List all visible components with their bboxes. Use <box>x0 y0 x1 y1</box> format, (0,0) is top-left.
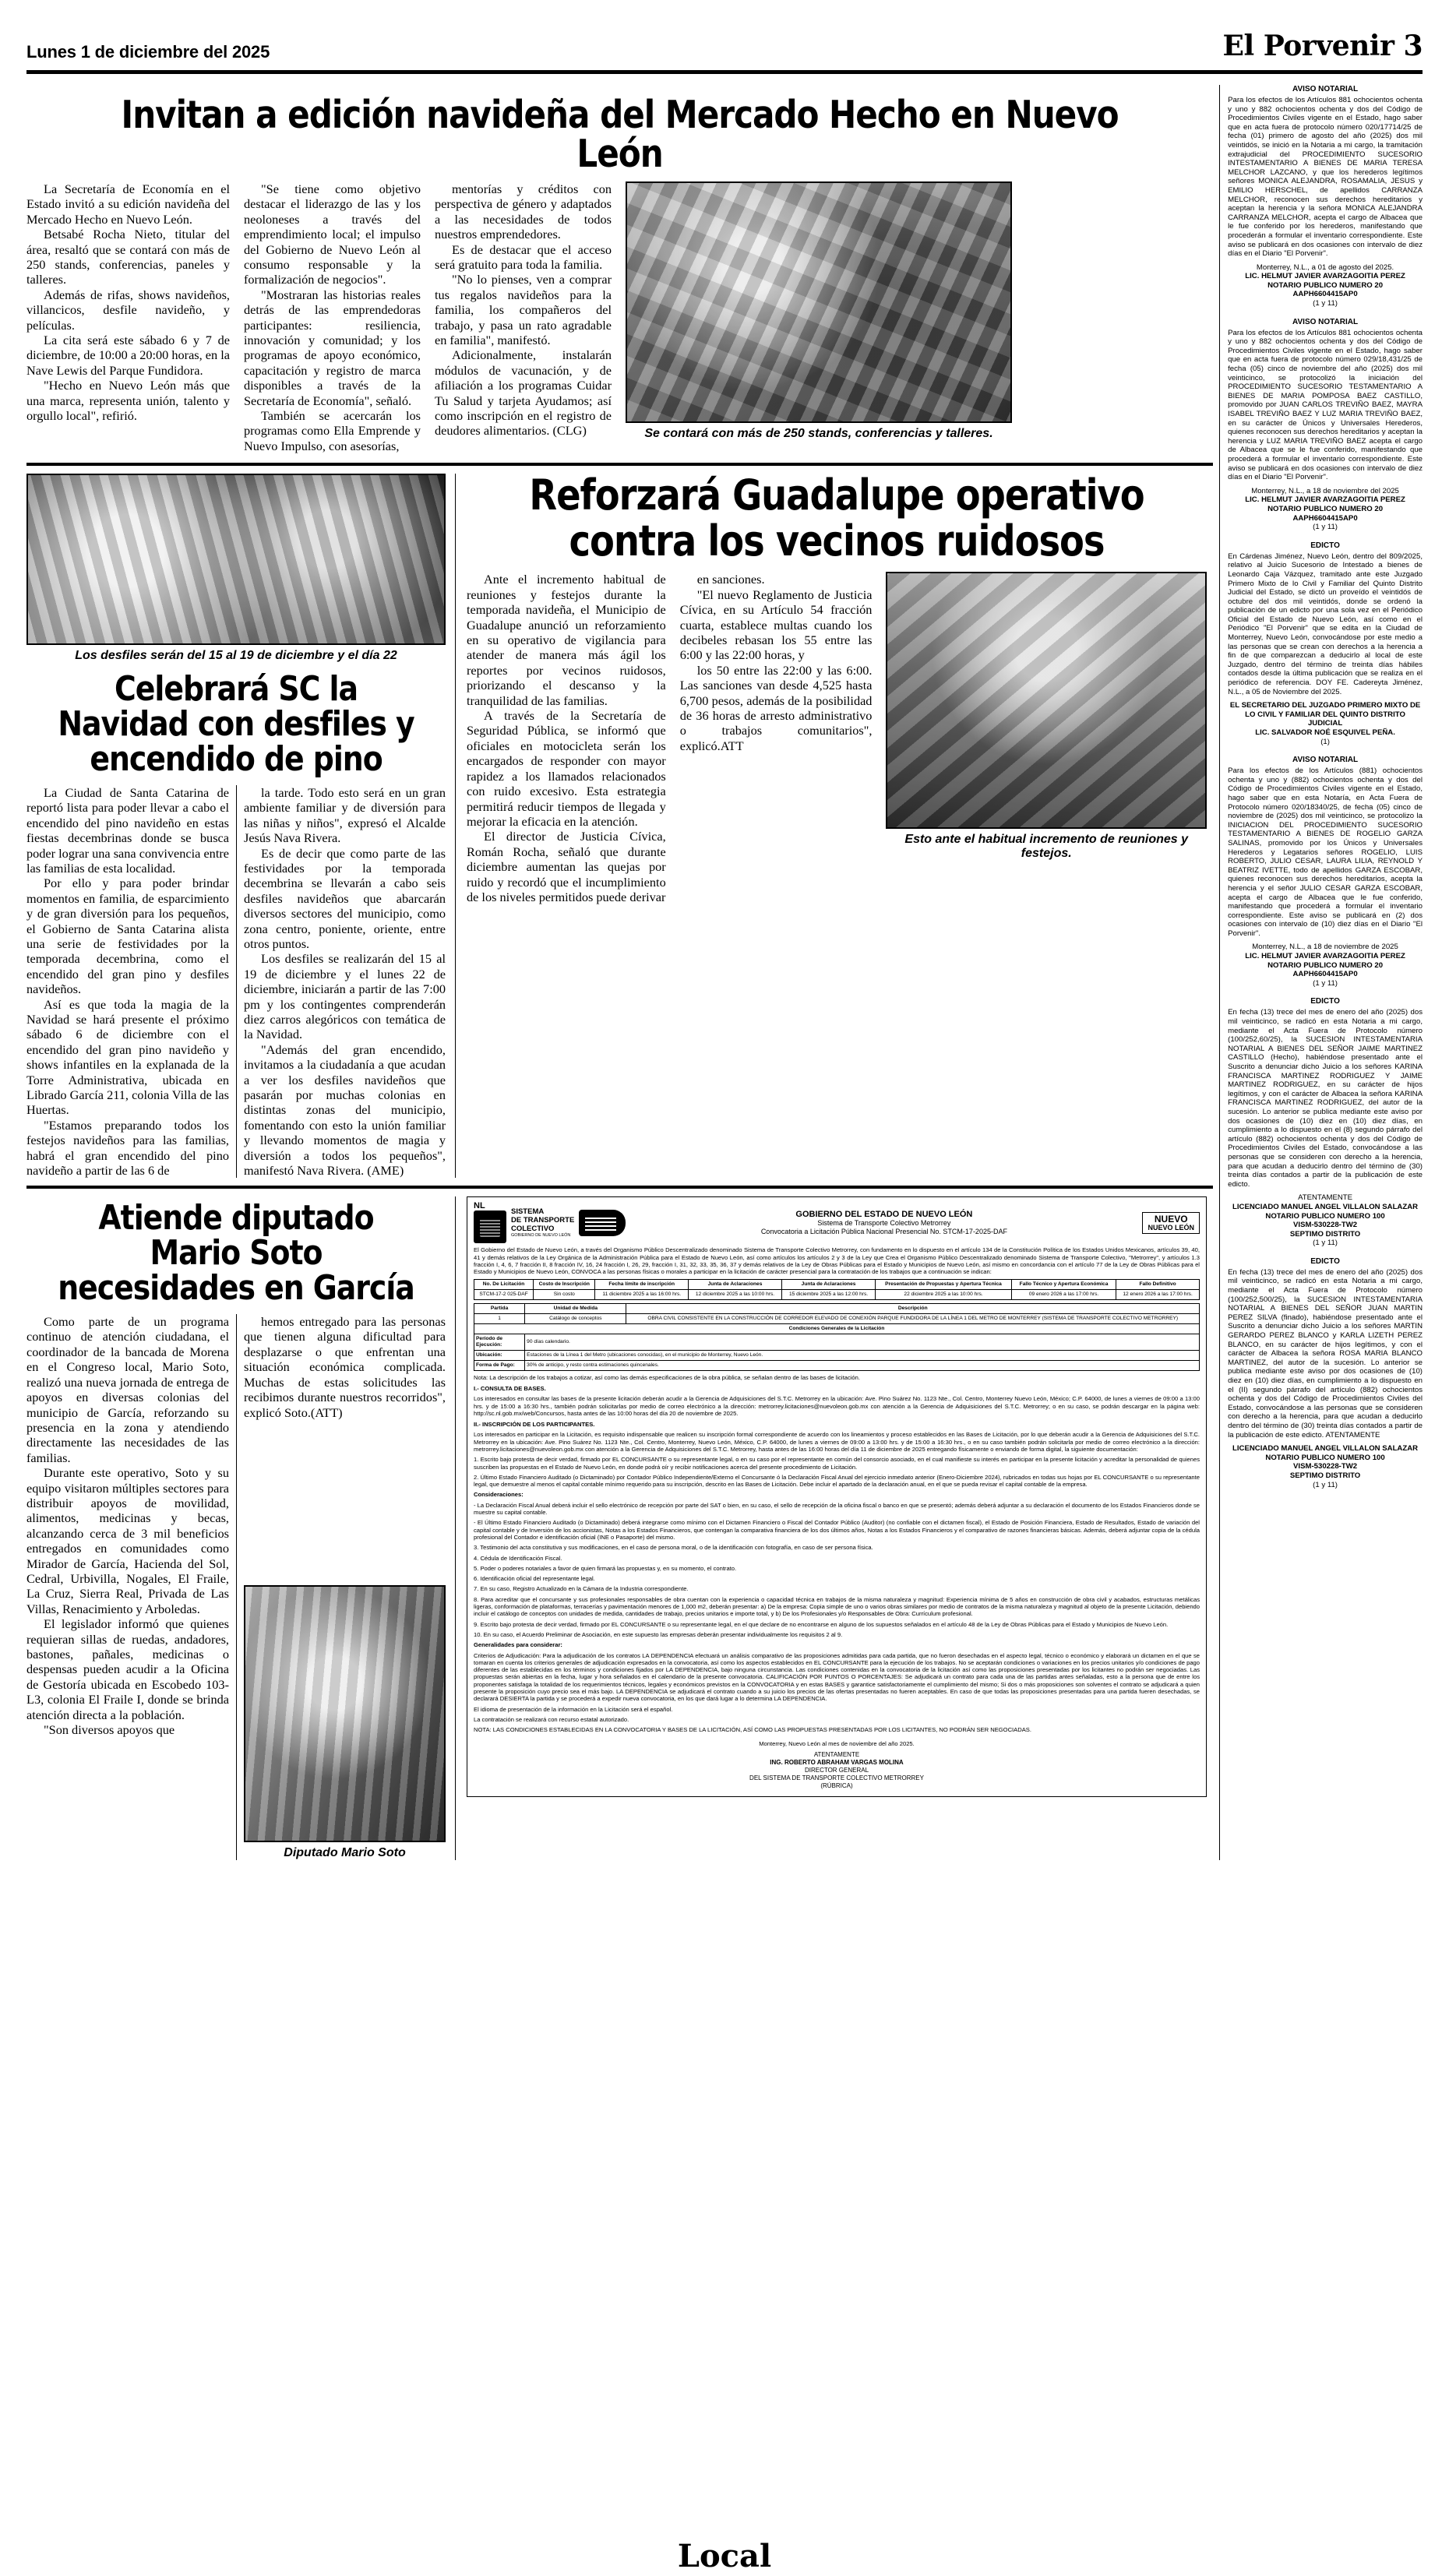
gov-ad-logo <box>474 1202 626 1243</box>
mercado-col-1: La Secretaría de Economía en el Estado invitó a su edición navideña del Mercado Hecho en Nuevo León. Betsabé Rocha Nieto, titular del área, resaltó que se contará con más de 250 stands, conferencias, paneles y talleres. Además de rifas, shows navideños, villancicos, desfile navideño, y películas. La cita será este sábado 6 y 7 de diciembre, de 10:00 a 20:00 horas, en la Nave Lewis del Parque Fundidora. "Hecho en Nuevo León más que una marca, representa unión, talento y orgullo local", refirió. <box>26 181 230 424</box>
notice-line: (1 y 11) <box>1313 299 1338 308</box>
notice-line: LIC. HELMUT JAVIER AVARZAGOITIA PEREZ <box>1245 952 1405 961</box>
notice-line: (1 y 11) <box>1313 1239 1338 1248</box>
table-row: Forma de Pago: 30% de anticipo, y resto contra estimaciones quincenales. <box>474 1360 1200 1370</box>
licitacion-partidas-table <box>474 1303 1200 1371</box>
mario-soto-headline: Atiende diputado Mario Soto necesidades en García <box>58 1198 414 1309</box>
notice-line: LICENCIADO MANUEL ANGEL VILLALON SALAZAR <box>1232 1202 1419 1211</box>
guadalupe-headline-line1: Reforzará Guadalupe operativo <box>529 470 1144 520</box>
gov-ad-signature-block <box>474 1751 1200 1790</box>
gov-ad-item-10: 10. En su caso, el Acuerdo Preliminar de Asociación, en este supuesto las empresas deberán presentar individualmente los requisitos 2 al 9. <box>474 1630 843 1638</box>
notice-line: NOTARIO PUBLICO NUMERO 100 <box>1265 1453 1385 1462</box>
gov-ad-item-8: 8. Para acreditar que el concursante y sus profesionales responsables de obra cuentan con la experiencia o capacidad técnica en trabajos de la misma naturaleza y magnitud: Experiencia mínima de 5 años en construcción de obra civil y acabados, estructuras metálicas ligeras, conformación de plataformas, terracerías y pavimentación menores de 1,000 m2, deberán presentar: a) De la empresa: Copia simple de uno o varios obras similares por medio de contratos de la misma naturaleza y magnitud al objeto de la presente Licitación, debiendo incluir el catálogo de conceptos con unidades de medida, cantidades de trabajo, precios unitarios e importe total, y b) De los Profesionales y/o Responsables de Obra: Currículum profesional. <box>474 1595 1200 1618</box>
sc-col-1: La Ciudad de Santa Catarina de reportó lista para poder llevar a cabo el encendido del pino navideño en estas fiestas decembrinas donde se busca poder lograr una sana convivencia entre las familias de esta localidad. Por ello y para poder brindar momentos en familia, de esparcimiento y de gran diversión para los pequeños, el Gobierno de Santa Catarina alista una serie de festividades por la temporada decembrina, como el encendido del gran pino y desfiles navideños. Así es que toda la magia de la Navidad se hará presente el próximo sábado 6 de diciembre con el encendido del gran pino navideño y shows infantiles en la explanada de la Torre Administrativa, ubicada en Librado García 211, colonia Villa de las Huertas. "Estamos preparando todos los festejos navideños para las familias, habrá el gran encendido del pino navideño a partir de las 6 de <box>26 784 229 1179</box>
guadalupe-col-1: Ante el incremento habitual de reuniones y festejos durante la temporada navideña, el Municipio de Guadalupe anunció un reforzamiento en su operativo de vigilancia para atender de manera más ágil los reportes por vecinos ruidosos, priorizando el descanso y la tranquilidad de las familias. A través de la Secretaría de Seguridad Pública, se informó que oficiales en motocicleta serán los encargados de responder con mayor rapidez a los llamados relacionados con ruido excesivo. Esta estrategia permitirá reducir tiempos de llegada y mejorar la eficacia en la atención. El director de Justicia Cívica, Román Rocha, señaló que durante diciembre aumentan las quejas por ruido y recordó que el incumplimiento de los niveles permitidos puede derivar <box>467 572 666 904</box>
table-row: Período de Ejecución: 90 días calendario. <box>474 1334 1200 1350</box>
legal-notice <box>1228 541 1423 746</box>
notice-body: En fecha (13) trece del mes de enero del año (2025) dos mil veinticinco, se radicó en esta Notaria a mi cargo, mediante el Acta Fuera de Protocolo número (100/252,60/25), la SUCESION INTESTAMENTARIA NOTARIAL A BIENES DEL SEÑOR JAIME MARTINEZ CASTILLO (Hecho), habiéndose presentado ante el Suscrito a denunciar dicho Juicio a los señores KARINA FRANCISCA MARTINEZ RODRIGUEZ Y JAIME MARTINEZ RODRIGUEZ, en su carácter de hijos legítimos, y con el carácter de Albacea la señora KARINA FRANCISCA MARTINEZ RODRIGUEZ, del autor de la sucesión. Lo anterior se publica mediante este aviso por dos ocasiones de (10) diez en (10) diez días, en cumplimiento a lo dispuesto en el (8) segundo párrafo del artículo (882) ochocientos ochenta y dos del Código de Procedimientos Civiles del Estado, convocándose a las personas que se consideren con derecho a la herencia, para que acudan a deducirlo dentro del término de (30) treinta días contados a partir de la publicación de este edicto. <box>1228 1008 1423 1189</box>
notice-line: VISM-530228-TW2 <box>1293 1462 1358 1471</box>
notice-title: AVISO NOTARIAL <box>1292 85 1359 93</box>
notice-line: Monterrey, N.L., a 18 de noviembre de 2025 <box>1252 943 1398 952</box>
mercado-hecho-nuevo-leon-photo <box>626 181 1012 423</box>
mercado-photo-caption: Se contará con más de 250 stands, conferencias y talleres. <box>644 426 993 440</box>
notice-line: EL SECRETARIO DEL JUZGADO PRIMERO MIXTO DE LO CIVIL Y FAMILIAR DEL QUINTO DISTRITO JUDICIAL <box>1229 701 1421 728</box>
middle-band <box>26 470 1213 1179</box>
guadalupe-photo-col <box>879 572 1207 861</box>
editorial-zone <box>26 85 1213 1860</box>
section-title: Local <box>677 2538 772 2574</box>
legal-notice <box>1228 756 1423 988</box>
notice-line: (1) <box>1320 737 1330 746</box>
gov-ad-consideracion-2: - El Último Estado Financiero Auditado (o Dictaminado) deberá integrarse como mínimo con el Dictamen Financiero o Fiscal del Contador Público (Auditor) (no confiable con el dictamen fiscal), el Estado de Posición Financiera, Estado de Resultados, Estado de variación del capital contable y de Inversión de los accionistas, Notas a los Estados Financieros, que contengan la comparativa financiera de los dos últimos años, Notas a los Estados Financieros y el comparativo de razones financieras básicas. Además, deberá adjuntar copia de la cédula profesional del Contador e identificación oficial (INE o Pasaporte) del mismo. <box>474 1519 1200 1541</box>
mercado-col-2: "Se tiene como objetivo destacar el liderazgo de las y los neoloneses a través del emprendimiento local; el impulso del Gobierno de Nuevo León al consumo responsable y la formalización de negocios". "Mostraran las historias reales detrás de las emprendedoras participantes: resiliencia, innovación y comunidad; y los programas de apoyo económico, capacitación y registro de marca disponibles a través de la Secretaría de Economía", señaló. También se acercarán los programas como Ella Emprende y Nuevo Impulso, con asesorías, <box>244 181 421 453</box>
table-row: STCM-17-2 025-DAF Sin costo 11 diciembre 2025 a las 16:00 hrs. 12 diciembre 2025 a las 10:00 hrs. 15 diciembre 2025 a las 12:00 hrs. 22 diciembre 2025 a las 10:00 hrs. 09 enero 2026 a las 17:00 hrs. 12 enero 2026 a las 17:00 hrs. <box>474 1289 1200 1299</box>
notice-line: NOTARIO PUBLICO NUMERO 20 <box>1267 960 1384 970</box>
gov-ad-intro: El Gobierno del Estado de Nuevo León, a través del Organismo Público Descentralizado denominado Sistema de Transporte Colectivo Metrorrey, con fundamento en lo dispuesto en el artículo 134 de la Constitución Política de los Estados Unidos Mexicanos, artículos 39, 40, 41 y demás relativos de la Ley Orgánica de la Administración Pública para el Estado de Nuevo León, así como artículos los artículos 2 y 3 de la Ley que Crea el Organismo Público Descentralizado denominado Sistema de Transporte Colectivo, "Metrorrey", y artículos 1.3 fracción I, 4, 6, 7 fracción II, 8 fracción IV, 16, 24 fracción I, 26, 29, fracción I, 31, 32, 33, 35, 36, 37 y demás relativos de la Ley de Obras Públicas para el Estado y Municipios de Nuevo León, así mismo en concordancia con el artículo 77 de la Ley de Obras Públicas para el Estado y Municipios de Nuevo León, CONVOCA a las personas físicas o morales a participar en la licitación de carácter presencial para la contratación de los trabajos que a continuación se indican: <box>474 1246 1200 1276</box>
table-row: Ubicación: Estaciones de la Línea 1 del Metro (ubicaciones conocidas), en el municipio de Monterrey, Nuevo León. <box>474 1350 1200 1360</box>
legal-notices-rail <box>1219 85 1423 1860</box>
desfiles-navidenos-photo <box>26 474 446 645</box>
gov-ad-place-date: Monterrey, Nuevo León al mes de noviembre del año 2025. <box>759 1739 915 1747</box>
nuevo-leon-crest-icon: NL <box>474 1202 506 1243</box>
masthead-rule <box>26 70 1423 74</box>
notice-line: LIC. HELMUT JAVIER AVARZAGOITIA PEREZ <box>1245 495 1405 505</box>
notice-line: (1 y 11) <box>1313 1480 1338 1489</box>
notice-line: NOTARIO PUBLICO NUMERO 20 <box>1267 504 1384 513</box>
notice-title: AVISO NOTARIAL <box>1292 317 1359 326</box>
article-mario-soto <box>26 1196 455 1859</box>
notice-title: AVISO NOTARIAL <box>1292 756 1359 765</box>
table-subheader-row: Condiciones Generales de la Licitación <box>474 1323 1200 1334</box>
legal-notice <box>1228 1257 1423 1489</box>
gov-ad-signer-title-2: DEL SISTEMA DE TRANSPORTE COLECTIVO METRORREY <box>749 1774 924 1781</box>
legal-notice <box>1228 318 1423 532</box>
gov-ad-s2-item-2: 2. Último Estado Financiero Auditado (o Dictaminado) por Contador Público Independiente/Externo el Concursante ó la Declaración Fiscal Anual del ejercicio inmediato anterior (Enero-Diciembre 2024), rubricados en todas sus hojas por EL CONCURSANTE o su representante legal, que demuestre al menos el capital contable mínimo requerido para su inscripción, descrito en las Bases de Licitación. Debe incluir el apartado de la declaración anual, en el que se pueda revisar el capital contable de la empresa. <box>474 1473 1200 1489</box>
newspaper-brand: El Porvenir 3 <box>1222 30 1423 62</box>
notice-line: (1 y 11) <box>1313 523 1338 532</box>
guadalupe-photo-caption: Esto ante el habitual incremento de reuniones y festejos. <box>904 833 1189 861</box>
gov-ad-signer-title-3: (RÚBRICA) <box>820 1781 853 1789</box>
notice-body: Para los efectos de los Artículos 881 ochocientos ochenta y uno y 882 ochocientos ochenta y dos del Código de Procedimientos Civiles vigente en el Estado, hago saber que en acta fuera de protocolo número 029/18,431/25 de fecha (05) cinco de noviembre del año (2025) dos mil veinticinco, se protocolizó la iniciación del PROCEDIMIENTO SUCESORIO TESTAMENTARIO A BIENES DE MARIA POMPOSA BAEZ CASTILLO, promovido por JUAN CARLOS TREVIÑO BAEZ, MAYRA ISABEL TREVIÑO BAEZ Y LUZ MARIA TREVIÑO BAEZ, en su carácter de Únicos y Universales Herederos, quienes reconocen sus derechos hereditarios y aceptan la herencia y LUZ MARIA TREVIÑO BAEZ acepta el cargo de Albacea que se le fue conferido, manifestando que procederá a formular el inventario correspondiente. Este aviso se publicará en dos ocasiones con intervalo de diez días en el Diario "El Porvenir". <box>1228 328 1423 482</box>
notice-line: AAPH6604415AP0 <box>1292 970 1358 979</box>
notice-body: Para los efectos de los Artículos 881 ochocientos ochenta y uno y 882 ochocientos ochenta y dos del Código de Procedimientos Civiles vigente en el Estado, hago saber que en acta fuera de protocolo número 020/17714/25 de fecha (01) primero de agosto del año (2025) dos mil veintidós, se inició en la Notaria a mi cargo, la tramitación extrajudicial del PROCEDIMIENTO SUCESORIO INTESTAMENTARIO A BIENES DE MARIA TERESA MELCHOR LAZCANO, y que los herederos legítimos señores MONICA ALEJANDRA, ROSAMALIA, JESUS y EMILIO HERSCHEL, de apellidos CARRANZA MELCHOR, reconocen sus derechos hereditarios y aceptan la herencia y la señora MONICA ALEJANDRA CARRANZA MELCHOR, acepta el cargo de Albacea que le fue conferido por los herederos, manifestando que procederán a formular el inventario correspondiente. Este aviso se publicará en dos ocasiones con intervalo de diez días en el Diario "El Porvenir". <box>1228 96 1423 259</box>
legal-notice <box>1228 997 1423 1247</box>
gov-ad-titles: GOBIERNO DEL ESTADO DE NUEVO LEÓN Sistema de Transporte Colectivo Metrorrey Convocatoria a Licitación Pública Nacional Presencial No. STCM-17-2025-DAF <box>760 1209 1007 1235</box>
mario-soto-col-1: Como parte de un programa continuo de atención ciudadana, el coordinador de la bancada de Morena en el Congreso local, Mario Soto, realizó una nueva jornada de entrega de apoyos en diversas colonias del municipio de García, reforzando su presencia en la zona y atendiendo directamente las necesidades de las familias. Durante este operativo, Soto y su equipo visitaron múltiples sectores para distribuir apoyos de movilidad, alimentos, medicinas y becas, alcanzando cerca de 3 mil beneficios entregados en comunidades como Mirador de García, Hacienda del Sol, Cedral, Urbivilla, Nogales, El Fraile, La Cruz, Sierra Real, Privada de Las Villas, Renacimiento y Arboledas. El legislador informó que quienes requieran sillas de ruedas, andadores, bastones, pañales, medicinas o despensas pueden acudir a la Oficina de Gestoría ubicada en Escobedo 103-L3, colonia El Fraile I, donde se brinda atención directa a la población. "Son diversos apoyos que <box>26 1314 229 1738</box>
gov-ad-signer: ING. ROBERTO ABRAHAM VARGAS MOLINA <box>770 1758 904 1766</box>
gov-ad-item-5: 5. Poder o poderes notariales a favor de quien firmará las propuestas y, en su momento, el contrato. <box>474 1564 737 1572</box>
sc-col-2: la tarde. Todo esto será en un gran ambiente familiar y de diversión para las niñas y niños", expresó el Alcalde Jesús Nava Rivera. Es de decir que como parte de las festividades por la temporada decembrina se llevarán a cabo seis desfiles navideños que abarcarán diversos sectores del municipio, como zona centro, poniente, oriente, entre otros puntos. Los desfiles se realizarán del 15 al 19 de diciembre y el lunes 22 de diciembre, iniciarán a partir de las 7:00 pm y los contingentes comprenderán diez carros alegóricos con temática de la Navidad. "Además del gran encendido, invitamos a la ciudadanía a que acudan a ver los desfiles navideños que pasarán por muchas colonias en distintas zonas del municipio, fomentando con esto la unión familiar y llevando momentos de magia y diversión a todos los pequeños", manifestó Nava Rivera. (AME) <box>236 785 446 1179</box>
divider-2 <box>26 1186 1213 1189</box>
sc-photo-caption: Los desfiles serán del 15 al 19 de diciembre y el día 22 <box>75 649 397 663</box>
page-body <box>26 85 1423 1860</box>
gov-ad-signer-title-1: DIRECTOR GENERAL <box>804 1766 869 1774</box>
notice-line: LICENCIADO MANUEL ANGEL VILLALON SALAZAR <box>1232 1444 1419 1454</box>
mario-soto-col-2: hemos entregado para las personas que tienen alguna dificultad para desplazarse o que enfrentan una situación económica complicada. Muchas de estas solicitudes las recibimos durante nuestros recorridos", explicó Soto.(ATT) Diputado Mario Soto <box>236 1314 446 1860</box>
gov-ad-item-6: 6. Identificación oficial del representante legal. <box>474 1575 595 1583</box>
gov-ad-section-1-body: Los interesados en consultar las bases de la presente licitación deberán acudir a la Gerencia de Adquisiciones del S.T.C. Metrorrey en la ubicación: Ave. Pino Suárez No. 1123 Nte., Col. Centro, Monterrey Nuevo León, México; C.P. 64000, de lunes a viernes de 09:00 a 13:00 hrs. y de 15:00 a 16:30 hrs., también podrán solicitarlas por medio de correo electrónico a la dirección: metrorrey.licitaciones@nuevoleon.gob.mx con atención a la Gerencia de Adquisiciones del S.T.C. Metrorrey; o en su caso, se podrán descargar en la página web: http://sc.nl.gob.mx/web/Concursos, hasta antes de las 10:00 horas del día 20 de noviembre de 2025. <box>474 1395 1200 1417</box>
notice-line: LIC. HELMUT JAVIER AVARZAGOITIA PEREZ <box>1245 272 1405 281</box>
notice-title: EDICTO <box>1310 541 1340 550</box>
mario-soto-photo-caption: Diputado Mario Soto <box>284 1845 406 1859</box>
operativo-motocicletas-photo <box>886 572 1207 829</box>
notice-body: En fecha (13) trece del mes de enero del año (2025) dos mil veinticinco, se radicó en esta Notaria a mi cargo, mediante el Acta Fuera de Protocolo número (100/252,500/25), la SUCESION INTESTAMENTARIA NOTARIAL A BIENES DEL SEÑOR JUAN MARTIN PEREZ SILVA (finado), habiéndose presentado ante el Suscrito a denunciar dicho Juicio a los señores MARTIN GERARDO PEREZ BLANCO y KARLA LIZETH PEREZ BLANCO, en su carácter de hijos legítimos, y con el carácter de Albacea la señora ROSA MARIA BLANCO MARTINEZ, del autor de la sucesión. Lo anterior se publica mediante este aviso por dos ocasiones de (10) diez en (10) diez días, en cumplimiento a lo dispuesto en el (II) segundo párrafo del artículo (882) ochocientos ochenta y dos del Código de Procedimientos Civiles del Estado, convocándose a las personas que se consideren con derecho a la herencia, para que acudan a deducirlo dentro del término de (30) treinta días contados a partir de la publicación de este edicto. ATENTAMENTE <box>1228 1267 1423 1440</box>
gov-ad-section-2-body: Los interesados en participar en la Licitación, es requisito indispensable que realicen su inscripción formal correspondiente de acuerdo con los lineamientos y proceso establecidos en las Bases de Licitación, por lo que deberán acudir a la Gerencia de Adquisiciones del S.T.C. Metrorrey en la ubicación: Ave. Pino Suárez No. 1123 Nte., Col. Centro, Monterrey, Nuevo León, México, C.P. 64000, de lunes a viernes de 09:00 a 13:00 hrs. y de 15:00 a 16:30 hrs., o en su caso también podrán solicitarla por medio de correo electrónico a la dirección: metrorrey.licitaciones@nuevoleon.gob.mx con atención a la Gerencia de Adquisiciones del S.T.C. Metrorrey, hasta antes de las 16:00 horas del día 11 de diciembre de 2025 entregando físicamente o enviando de forma digital, la siguiente documentación: <box>474 1431 1200 1453</box>
notice-line: NOTARIO PUBLICO NUMERO 20 <box>1267 280 1384 290</box>
gov-ad-header <box>474 1202 1200 1243</box>
notice-line: AAPH6604415AP0 <box>1292 513 1358 523</box>
gov-ad-consideraciones-title: Consideraciones: <box>474 1491 524 1499</box>
notice-line: VISM-530228-TW2 <box>1293 1221 1358 1230</box>
gov-ad-note: Nota: La descripción de los trabajos a cotizar, así como las demás especificaciones de la obra pública, se señalan dentro de las bases de licitación. <box>474 1373 860 1381</box>
legal-notice <box>1228 85 1423 308</box>
licitacion-schedule-table <box>474 1279 1200 1300</box>
notice-line: SEPTIMO DISTRITO <box>1289 1471 1361 1480</box>
gov-ad-generalidades-body: Criterios de Adjudicación: Para la adjudicación de los contratos LA DEPENDENCIA efectuará un análisis comparativo de las proposiciones admitidas para cada partida, que no fueron desechadas en el aspecto legal, técnico o económico y elaborará un dictamen en el que se tomaran en cuenta los criterios generales de adjudicación expresados en la convocatoria, así como los aspectos establecidos en EL CONCURSANTE para la ejecución de los trabajos. No se aceptarán condiciones o variaciones en los precios unitarios y/o condiciones de pago diferentes de las establecidas en los términos y condiciones fijados por LA DEPENDENCIA, bajo ninguna circunstancia. Las condiciones contenidas en la convocatoria de la licitación así como las proposiciones presentadas por los licitantes no podrán ser negociadas. Las propuestas serán abiertas en la fecha, lugar y hora señalados en el calendario de la presente convocatoria. CALIFICACIÓN POR PUNTOS O PORCENTAJES: Se adjudicará un contrato para cada una de las partidas antes señaladas, esto a la persona que de entre los proponentes satisfaga la totalidad de los requerimientos técnicos, legales y económicos previstos en la CONVOCATORIA y en estas BASES y garantice satisfactoriamente el cumplimiento del mismo; Si dos o más proposiciones son solventes el contrato se adjudicará a quien presente la proposición cuyo precio sea el más bajo. LA DEPENDENCIA se adjudicará el contrato cuando a su juicio los precios de las ofertas presentadas no fueren aceptables. En caso de que todas las proposiciones presentadas para una partida fueren desechadas, se declarará DESIERTA la partida y se procederá a expedir nueva convocatoria, en los que dará lugar a lo determina LA DEPENDENCIA. <box>474 1651 1200 1703</box>
table-row: 1 Catálogo de conceptos OBRA CIVIL CONSISTENTE EN LA CONSTRUCCIÓN DE CORREDOR ELEVADO DE CONEXIÓN PARQUE FUNDIDORA DE LA LÍNEA 1 DEL METRO DE MONTERREY (SISTEMA DE TRANSPORTE COLECTIVO METRORREY) <box>474 1313 1200 1323</box>
gov-ad-section-1-title: I.- CONSULTA DE BASES. <box>474 1384 546 1392</box>
notice-line: LIC. SALVADOR NOÉ ESQUIVEL PEÑA. <box>1255 728 1395 737</box>
diputado-mario-soto-photo <box>244 1585 446 1842</box>
metrorrey-logo-icon <box>579 1210 626 1236</box>
divider-1 <box>26 463 1213 466</box>
mercado-photo-col <box>619 181 1012 441</box>
guadalupe-headline-line2: contra los vecinos ruidosos <box>569 516 1105 566</box>
article-guadalupe <box>455 470 1207 1178</box>
gov-ad-consideracion-1: - La Declaración Fiscal Anual deberá incluir el sello electrónico de recepción por parte del SAT o bien, en su caso, el sello de recepción de la oficina fiscal o banco en que se presentó; además deberá adjuntar a su declaración el documento de los Estados Financieros donde se muestre su capital contable. <box>474 1501 1200 1517</box>
bottom-band <box>26 1196 1213 1859</box>
notice-line: AAPH6604415AP0 <box>1292 290 1358 299</box>
notice-line: Monterrey, N.L., a 01 de agosto del 2025. <box>1256 263 1394 272</box>
government-ad <box>455 1196 1207 1859</box>
mercado-col-3: mentorías y créditos con perspectiva de género y adaptados a las necesidades de todos nuestros emprendedores. Es de destacar que el acceso será gratuito para toda la familia. "No lo pienses, ven a comprar tus regalos navideños para la familia, los compañeros del trabajo, y pasa un rato agradable en familia", manifestó. Adicionalmente, instalarán módulos de vacunación, y de afiliación a los programas Cuidar Tu Salud y tarjeta Ayudamos; así como inscripción en el registro de deudores alimentarios. (CLG) <box>435 181 612 439</box>
article-santa-catarina <box>26 474 455 1178</box>
article-mercado-hecho <box>26 93 1213 453</box>
mercado-headline: Invitan a edición navideña del Mercado Hecho en Nuevo León <box>121 93 1119 176</box>
gov-ad-section-2-title: II.- INSCRIPCIÓN DE LOS PARTICIPANTES. <box>474 1421 595 1429</box>
gov-ad-s2-item-1: 1. Escrito bajo protesta de decir verdad, firmado por EL CONCURSANTE o su representante legal, o en su caso por el representante en común del consorcio asociado, en el cual manifieste su interés en participar en la presente licitación y acreditar la personalidad de quienes suscriben las propuestas en el Estado de Nuevo León, en donde podrá oír y recibir notificaciones acerca del presente procedimiento de Licitación. <box>474 1456 1200 1471</box>
gov-ad-item-4: 4. Cédula de Identificación Fiscal. <box>474 1554 562 1562</box>
gov-ad-gen-tail-2: La contratación se realizará con recurso estatal autorizado. <box>474 1715 629 1723</box>
publication-date: Lunes 1 de diciembre del 2025 <box>26 42 270 62</box>
notice-line: (1 y 11) <box>1313 978 1338 988</box>
gov-ad-generalidades-title: Generalidades para considerar: <box>474 1641 562 1649</box>
gov-ad-atte: ATENTAMENTE <box>813 1750 860 1758</box>
gov-ad-item-7: 7. En su caso, Registro Actualizado en la Cámara de la Industria correspondiente. <box>474 1585 689 1593</box>
notice-body: En Cárdenas Jiménez, Nuevo León, dentro del 809/2025, relativo al Juicio Sucesorio de Intestado a bienes de Leonardo Caja Vázquez, tramitado ante este Juzgado Primero Mixto de lo Civil y Familiar del Quinto Distrito Judicial del Estado, se dictó un proveído el veintidós de octubre del dos mil veintidós, donde se ordenó la publicación de un edicto por una sola vez en el Periódico Oficial del Estado de Nuevo León, así como en el Periódico "El Porvenir" que se edita en la Ciudad de Monterrey, Nuevo León, convocándose por este medio a las personas que se crean con derechos a la herencia a fin de que comparezcan a deducirlo al local de este Juzgado, dentro del término de treinta días hábiles contados desde la última publicación que se realiza en el periódico de referencia. DOY FE. Cadereyta Jiménez, N.L., a 05 de Noviembre del 2025. <box>1228 551 1423 696</box>
stc-wordmark: SISTEMA DE TRANSPORTE COLECTIVO GOBIERNO DE NUEVO LEÓN <box>511 1207 575 1238</box>
gov-ad-item-3: 3. Testimonio del acta constitutiva y sus modificaciones, en el caso de persona moral, o de la identificación con fotografía, en caso de ser persona física. <box>474 1544 873 1552</box>
table-header-row: No. De Licitación Costo de Inscripción Fecha límite de inscripción Junta de Aclaraciones Junta de Aclaraciones Presentación de Propuestas y Apertura Técnica Fallo Técnico y Apertura Económica Fallo Definitivo <box>474 1279 1200 1289</box>
notice-line: SEPTIMO DISTRITO <box>1289 1229 1361 1239</box>
sc-headline: Celebrará SC la Navidad con desfiles y encendido de pino <box>58 669 414 779</box>
notice-title: EDICTO <box>1310 1256 1340 1266</box>
notice-line: Monterrey, N.L., a 18 de noviembre del 2025 <box>1251 486 1399 495</box>
notice-line: NOTARIO PUBLICO NUMERO 100 <box>1265 1211 1385 1221</box>
nuevo-leon-badge: NUEVO NUEVO LEÓN <box>1142 1212 1200 1234</box>
table-header-row: Partida Unidad de Medida Descripción <box>474 1303 1200 1313</box>
notice-line: ATENTAMENTE <box>1298 1193 1353 1203</box>
notice-body: Para los efectos de los Artículos (881) ochocientos ochenta y uno y (882) ochocientos ochenta y dos del Código de Procedimientos Civiles vigente en el Estado, hago saber que en esta Notaría, en Acta Fuera de Protocolo número 020/18340/25, de fecha (05) cinco de noviembre de (2025) dos mil veinticinco, se protocolizo la INICIACION DEL PROCEDIMIENTO SUCESORIO TESTAMENTARIO A BIENES DE ROGELIO GARZA SALINAS, promovido por los Únicos y Universales Herederos y Legatarios señores ROGELIO, LUIS ROBERTO, JULIO CESAR, LAURA LILIA, REYNOLD Y BEATRIZ IVETTE, todo de apellidos GARZA ESCOBAR, quienes reconocen sus derechos hereditarios, acepta la herencia y el señor JULIO CESAR GARZA ESCOBAR, acepta el cargo de Albacea que le fue conferido, manifestando que procederá a formular el inventario correspondiente. Este aviso se publicará en (2) dos ocasiones con intervalo de (10) diez días en el Diario "El Porvenir". <box>1228 766 1423 938</box>
gov-ad-item-9: 9. Escrito bajo protesta de decir verdad, firmado por EL CONCURSANTE o su representante legal, en el que declare de no encontrarse en alguno de los supuestos señalados en el artículo 48 de la Ley de Obras Públicas para el Estado y Municipios de Nuevo León. <box>474 1620 1169 1628</box>
notice-title: EDICTO <box>1310 997 1340 1006</box>
gov-ad-gen-tail-3: NOTA: LAS CONDICIONES ESTABLECIDAS EN LA CONVOCATORIA Y BASES DE LA LICITACIÓN, ASÍ COMO LAS PROPUESTAS PRESENTADAS POR LOS LICITANTES, NO PODRÁN SER NEGOCIADAS. <box>474 1726 1031 1734</box>
guadalupe-col-2: en sanciones. "El nuevo Reglamento de Justicia Cívica, en su Artículo 54 fracción cuarta, establece multas cuando los decibeles rebasan los 55 entre las 6:00 y las 22:00 horas, y los 50 entre las 22:00 y las 6:00. Las sanciones van desde 4,525 hasta 6,700 pesos, además de la posibilidad de 36 horas de arresto administrativo o trabajos comunitarios", explicó.ATT <box>679 572 873 753</box>
gov-ad-gen-tail-1: El idioma de presentación de la información en la Licitación será el español. <box>474 1705 673 1713</box>
